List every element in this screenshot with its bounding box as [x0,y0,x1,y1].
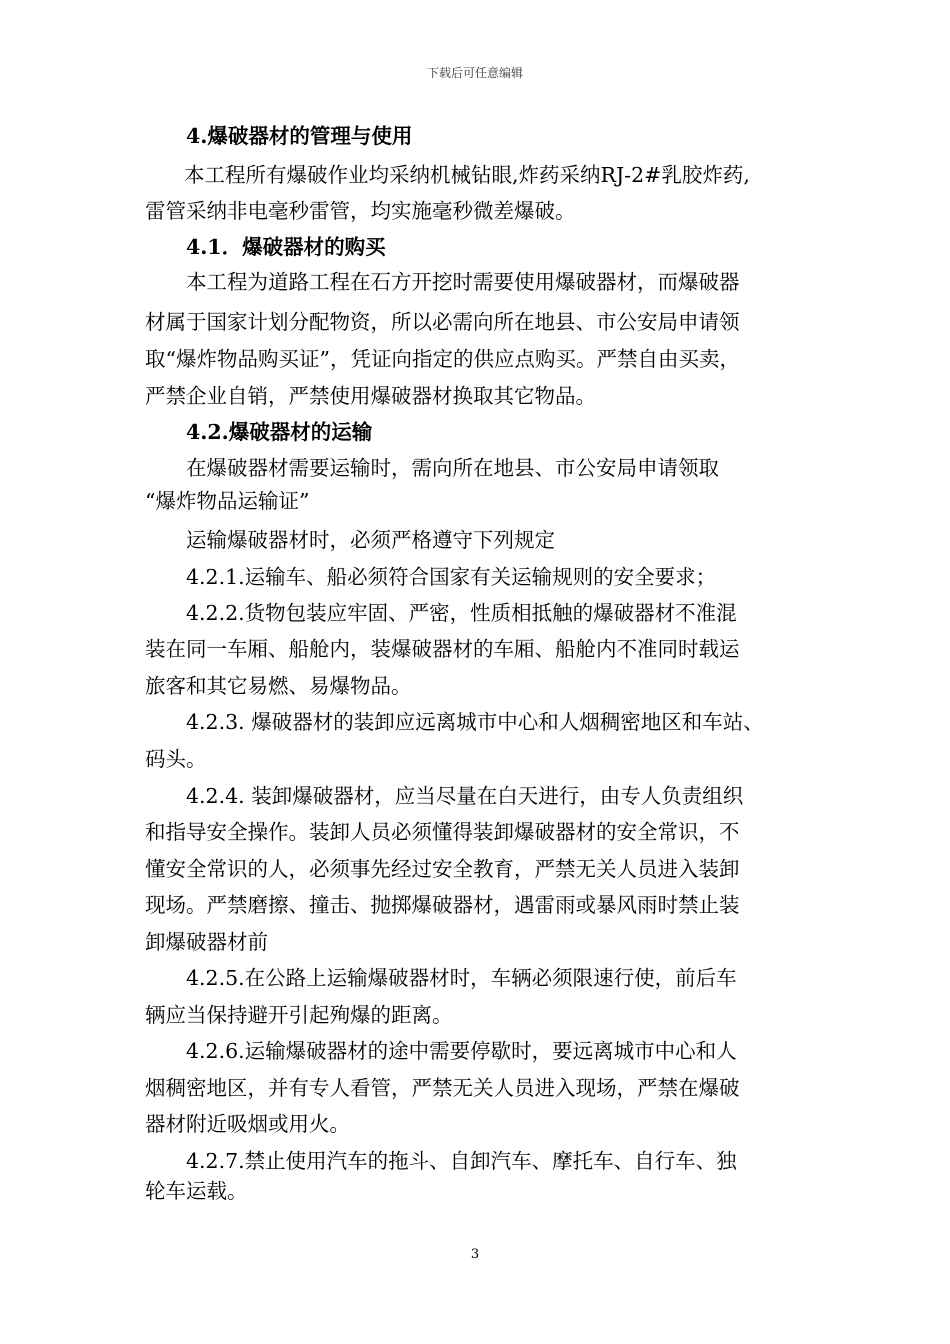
paragraph-line: 装在同一车厢、船舱内，装爆破器材的车厢、船舱内不准同时载运 [145,637,740,661]
paragraph-line: 雷管采纳非电毫秒雷管，均实施毫秒微差爆破。 [145,199,576,223]
paragraph-line: 本工程为道路工程在石方开挖时需要使用爆破器材，而爆破器 [186,270,740,294]
paragraph-line: 烟稠密地区，并有专人看管，严禁无关人员进入现场，严禁在爆破 [145,1076,740,1100]
paragraph-line: 器材附近吸烟或用火。 [145,1112,350,1136]
paragraph-line: 4.2.3. 爆破器材的装卸应远离城市中心和人烟稠密地区和车站、 [186,710,764,734]
paragraph-line: 4.2.7.禁止使用汽车的拖斗、自卸汽车、摩托车、自行车、独 [186,1149,737,1173]
paragraph-line: 旅客和其它易燃、易爆物品。 [145,674,412,698]
paragraph-line: 现场。严禁磨擦、撞击、抛掷爆破器材，遇雷雨或暴风雨时禁止装 [145,893,740,917]
page-number: 3 [470,1247,480,1262]
paragraph-line: 4.2.1.运输车、船必须符合国家有关运输规则的安全要求； [186,565,717,589]
paragraph-line: 4.2.6.运输爆破器材的途中需要停歇时，要远离城市中心和人 [186,1039,737,1063]
paragraph-line: 严禁企业自销，严禁使用爆破器材换取其它物品。 [145,384,596,408]
paragraph-line: 材属于国家计划分配物资，所以必需向所在地县、市公安局申请领 [145,310,740,334]
subsection-heading: 4.2.爆破器材的运输 [186,420,373,444]
paragraph-line: 取“爆炸物品购买证”，凭证向指定的供应点购买。严禁自由买卖， [145,347,740,371]
subsection-heading: 4.1．爆破器材的购买 [186,235,386,259]
paragraph-line: 轮车运载。 [145,1179,248,1203]
page-header: 下载后可任意编辑 [426,66,523,80]
paragraph-line: 4.2.5.在公路上运输爆破器材时，车辆必须限速行使，前后车 [186,966,737,990]
paragraph-line: 懂安全常识的人，必须事先经过安全教育，严禁无关人员进入装卸 [145,857,740,881]
section-heading: 4.爆破器材的管理与使用 [186,124,413,148]
paragraph-line: 辆应当保持避开引起殉爆的距离。 [145,1003,453,1027]
paragraph-line: 4.2.2.货物包装应牢固、严密，性质相抵触的爆破器材不准混 [186,601,737,625]
paragraph-line: 运输爆破器材时，必须严格遵守下列规定 [186,528,555,552]
paragraph-line: 本工程所有爆破作业均采纳机械钻眼,炸药采纳RJ-2#乳胶炸药, [184,163,750,187]
paragraph-line: 卸爆破器材前 [145,930,268,954]
paragraph-line: 4.2.4. 装卸爆破器材，应当尽量在白天进行，由专人负责组织 [186,784,744,808]
paragraph-line: 和指导安全操作。装卸人员必须懂得装卸爆破器材的安全常识，不 [145,820,740,844]
paragraph-line: “爆炸物品运输证” [145,489,310,513]
paragraph-line: 码头。 [145,747,207,771]
paragraph-line: 在爆破器材需要运输时，需向所在地县、市公安局申请领取 [186,456,719,480]
